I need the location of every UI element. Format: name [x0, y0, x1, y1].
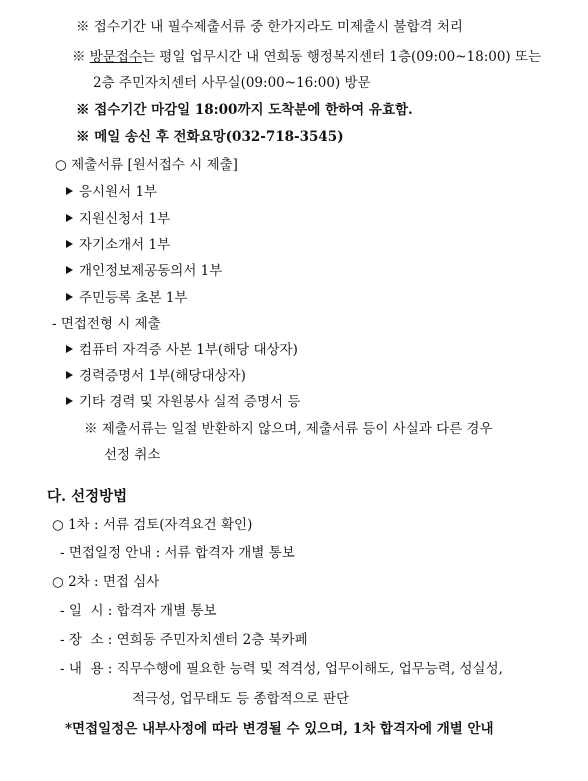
list-item-label: 자기소개서 1부 [79, 237, 171, 253]
list-item-label: 기타 경력 및 자원봉사 실적 증명서 등 [79, 394, 301, 410]
note-visit [72, 48, 541, 66]
note-visit-cont: 2층 주민자치센터 사무실(09:00~16:00) 방문 [93, 75, 371, 91]
triangle-bullet-icon [66, 293, 73, 301]
triangle-bullet-icon [66, 240, 73, 248]
triangle-bullet-icon [66, 266, 73, 274]
list-item [66, 367, 246, 385]
note-return-cont: 선정 취소 [104, 447, 161, 463]
footer-note: *면접일정은 내부사정에 따라 변경될 수 있으며, 1차 합격자에 개별 안내 [65, 721, 494, 737]
list-item-label: 컴퓨터 자격증 사본 1부(해당 대상자) [79, 342, 298, 358]
note-return: ※ 제출서류는 일절 반환하지 않으며, 제출서류 등이 사실과 다른 경우 [84, 421, 493, 437]
section-title: 다. 선정방법 [47, 488, 128, 505]
visit-label: 방문접수 [89, 49, 142, 65]
list-item [66, 341, 298, 359]
stage2: ○ 2차 : 면접 심사 [52, 574, 160, 590]
list-item-label: 응시원서 1부 [79, 184, 158, 200]
stage1-note: - 면접일정 안내 : 서류 합격자 개별 통보 [60, 545, 295, 561]
list-item [66, 236, 170, 254]
documents-heading: ○ 제출서류 [원서접수 시 제출] [55, 157, 238, 173]
interview-date: - 일 시 : 합격자 개별 통보 [60, 603, 217, 619]
list-item [66, 183, 157, 201]
triangle-bullet-icon [66, 214, 73, 222]
triangle-bullet-icon [66, 371, 73, 379]
list-item [66, 289, 187, 307]
list-item-label: 경력증명서 1부(해당대상자) [79, 368, 246, 384]
note-mark: ※ [72, 49, 86, 65]
note-fail: ※ 접수기간 내 필수제출서류 중 한가지라도 미제출시 불합격 처리 [76, 19, 463, 35]
interview-place: - 장 소 : 연희동 주민자치센터 2층 북카페 [60, 632, 308, 648]
list-item-label: 개인정보제공동의서 1부 [79, 263, 223, 279]
list-item-label: 주민등록 초본 1부 [79, 290, 188, 306]
interview-docs-heading: - 면접전형 시 제출 [52, 316, 161, 332]
list-item-label: 지원신청서 1부 [79, 211, 171, 227]
interview-content-cont: 적극성, 업무태도 등 종합적으로 판단 [132, 691, 350, 707]
list-item [66, 393, 300, 411]
note-deadline: ※ 접수기간 마감일 18:00까지 도착분에 한하여 유효함. [76, 102, 413, 118]
note-email: ※ 메일 송신 후 전화요망(032-718-3545) [76, 129, 344, 145]
triangle-bullet-icon [66, 397, 73, 405]
triangle-bullet-icon [66, 345, 73, 353]
interview-content: - 내 용 : 직무수행에 필요한 능력 및 적격성, 업무이해도, 업무능력, 성실성, [60, 661, 503, 677]
list-item [66, 262, 222, 280]
list-item [66, 210, 170, 228]
stage1: ○ 1차 : 서류 검토(자격요건 확인) [52, 517, 253, 533]
visit-text: 는 평일 업무시간 내 연희동 행정복지센터 1층(09:00~18:00) 또는 [141, 49, 542, 65]
triangle-bullet-icon [66, 187, 73, 195]
